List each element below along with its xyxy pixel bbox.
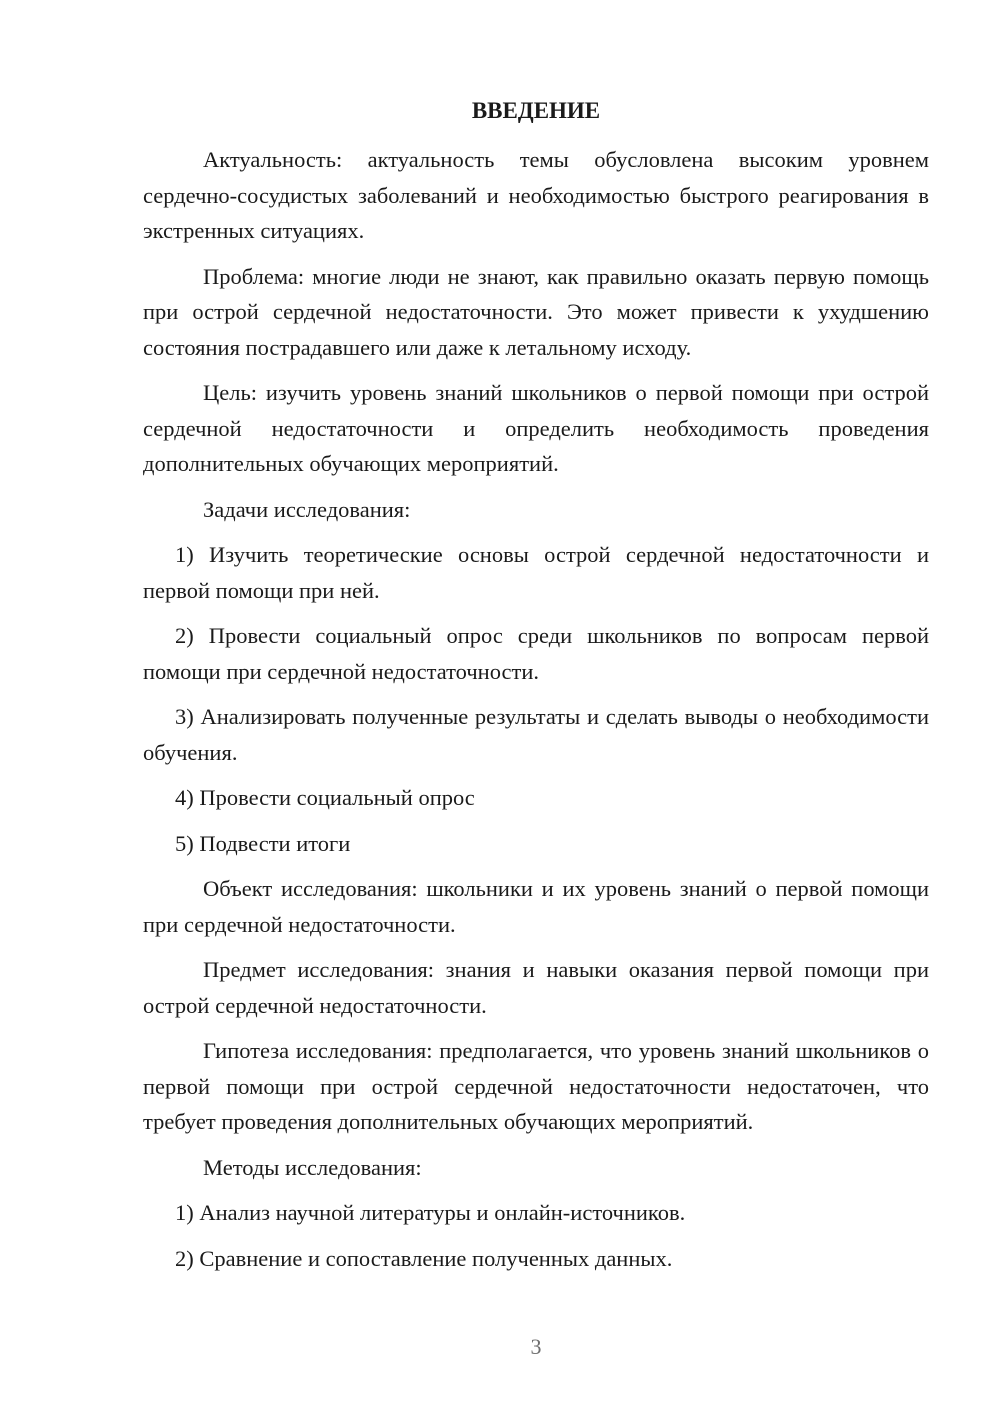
document-body — [143, 142, 929, 1286]
paragraph-tasks-heading: Задачи исследования: — [203, 496, 411, 522]
method-item-1: 1) Анализ научной литературы и онлайн-источников. — [175, 1200, 686, 1225]
task-item-1: 1) Изучить теоретические основы острой сердечной недостаточности и первой помощи при ней. — [143, 542, 929, 603]
paragraph-goal: Цель: изучить уровень знаний школьников о первой помощи при острой сердечной недостаточности и определить необходимость проведения дополнительных обучающих мероприятий. — [143, 380, 929, 476]
paragraph-hypothesis: Гипотеза исследования: предполагается, что уровень знаний школьников о первой помощи при острой сердечной недостаточности недостаточен, что требует проведения дополнительных обучающих мероприятий. — [143, 1038, 929, 1134]
method-item-2: 2) Сравнение и сопоставление полученных данных. — [175, 1245, 673, 1271]
page-title: ВВЕДЕНИЕ — [471, 98, 601, 123]
task-item-5: 5) Подвести итоги — [175, 830, 351, 856]
paragraph-methods-heading: Методы исследования: — [203, 1154, 422, 1180]
paragraph-relevance: Актуальность: актуальность темы обусловлена высоким уровнем сердечно-сосудистых заболеваний и необходимостью быстрого реагирования в экстренных ситуациях. — [143, 147, 929, 243]
task-item-3: 3) Анализировать полученные результаты и сделать выводы о необходимости обучения. — [143, 704, 929, 765]
paragraph-problem: Проблема: многие люди не знают, как правильно оказать первую помощь при острой сердечной недостаточности. Это может привести к ухудшению состояния пострадавшего или даже к летальному исходу. — [143, 263, 929, 360]
page-number: 3 — [530, 1334, 542, 1359]
task-item-4: 4) Провести социальный опрос — [175, 785, 475, 810]
paragraph-object: Объект исследования: школьники и их уровень знаний о первой помощи при сердечной недостаточности. — [143, 876, 929, 937]
task-item-2: 2) Провести социальный опрос среди школьников по вопросам первой помощи при сердечной недостаточности. — [143, 623, 929, 684]
paragraph-subject: Предмет исследования: знания и навыки оказания первой помощи при острой сердечной недостаточности. — [143, 957, 929, 1018]
